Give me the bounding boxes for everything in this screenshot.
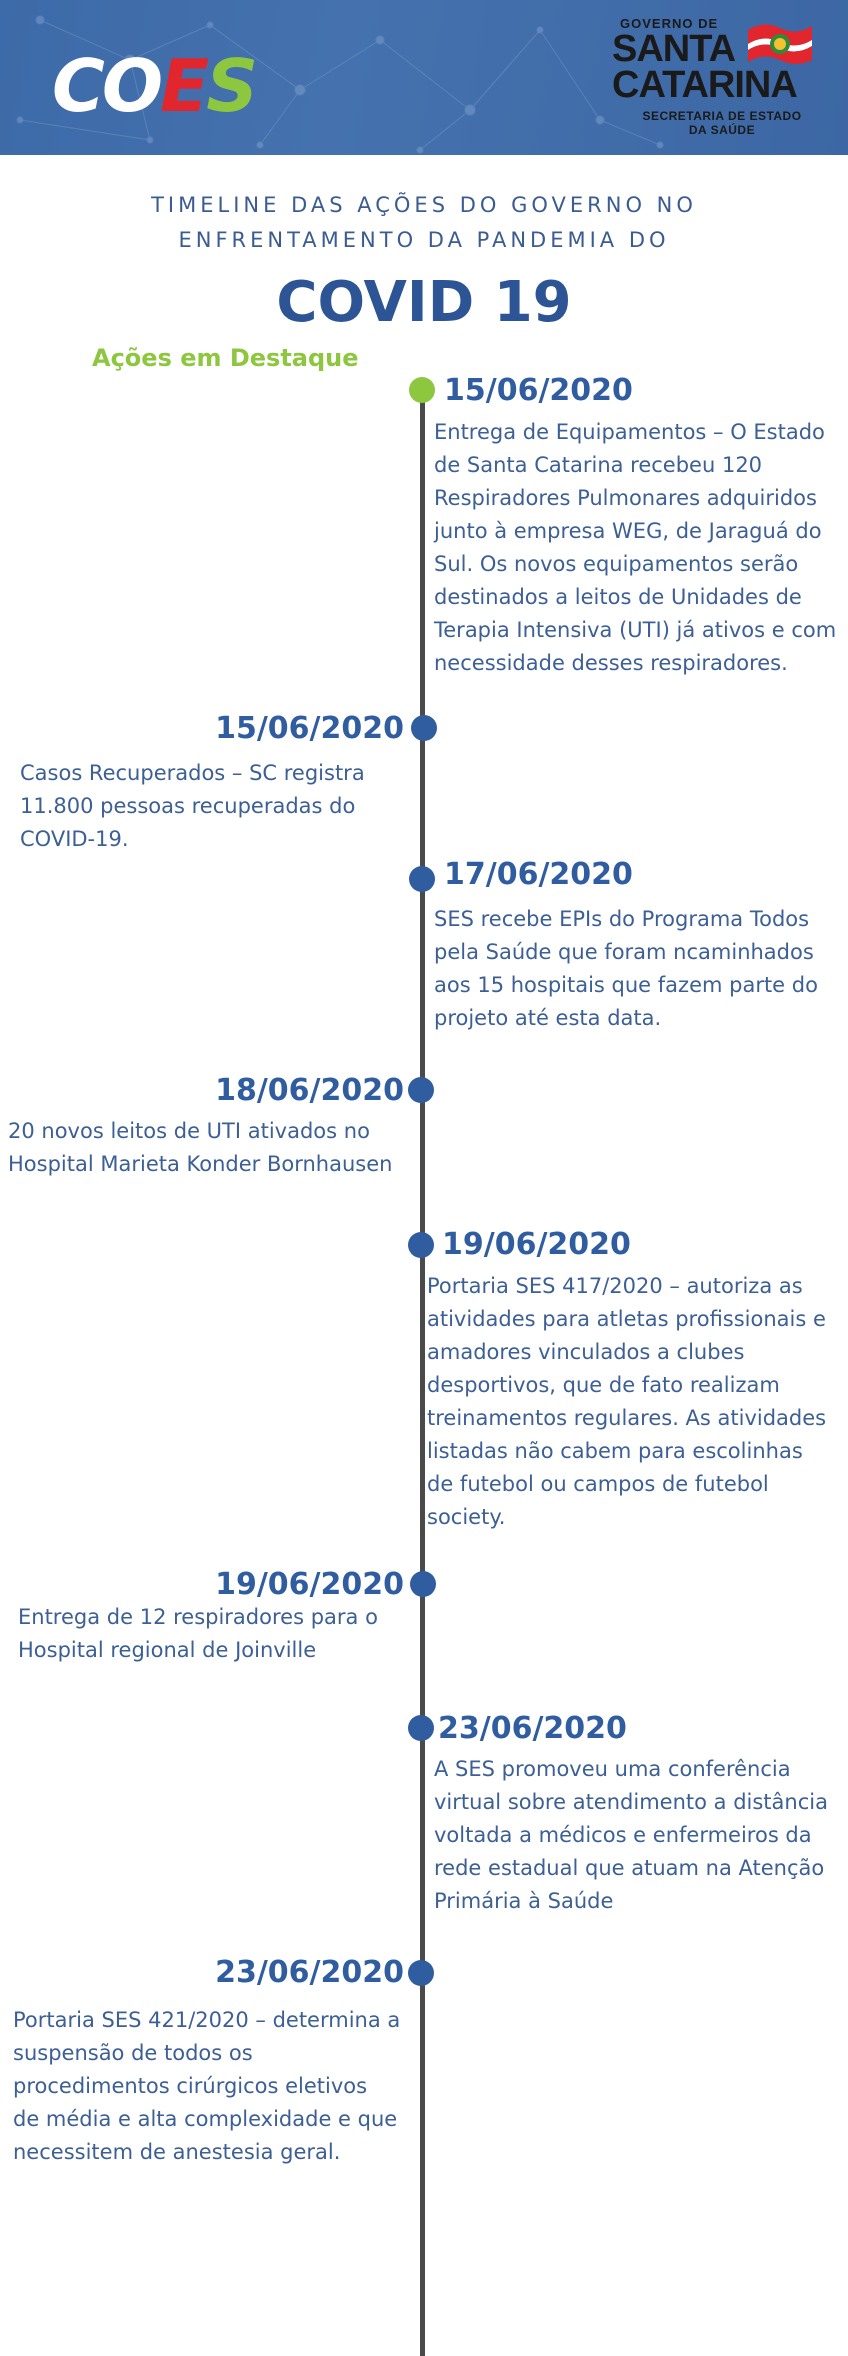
timeline-dot — [409, 377, 435, 403]
event-text-line: Entrega de 12 respiradores para o — [18, 1605, 378, 1629]
page-title: COVID 19 — [276, 270, 572, 335]
logo-part-s: S — [206, 44, 256, 128]
event-text-line: destinados a leitos de Unidades de — [434, 585, 802, 609]
event-description — [427, 1270, 826, 1534]
event-text-line: desportivos, que de fato realizam — [427, 1373, 780, 1397]
event-description — [434, 903, 818, 1035]
event-date: 19/06/2020 — [215, 1567, 404, 1602]
timeline-line — [420, 390, 425, 2356]
gov-line-1: GOVERNO DE — [620, 16, 719, 31]
timeline-dot — [408, 1077, 434, 1103]
gov-line-4: SECRETARIA DE ESTADO — [642, 109, 802, 123]
event-text-line: projeto até esta data. — [434, 1006, 662, 1030]
timeline-dot — [408, 1960, 434, 1986]
event-text-line: Respiradores Pulmonares adquiridos — [434, 486, 817, 510]
gov-line-3: CATARINA — [612, 64, 797, 106]
event-text-line: treinamentos regulares. As atividades — [427, 1406, 827, 1430]
event-text-line: Entrega de Equipamentos – O Estado — [434, 420, 825, 444]
title-line-1: TIMELINE DAS AÇÕES DO GOVERNO NO — [151, 193, 697, 217]
event-description — [8, 1115, 392, 1181]
state-flag-icon — [744, 20, 816, 64]
event-date: 17/06/2020 — [444, 857, 633, 892]
event-description — [434, 1753, 828, 1918]
event-text-line: society. — [427, 1505, 506, 1529]
event-text-line: SES recebe EPIs do Programa Todos — [434, 907, 810, 931]
header-banner — [0, 0, 848, 155]
event-text-line: amadores vinculados a clubes — [427, 1340, 745, 1364]
event-date: 19/06/2020 — [442, 1227, 631, 1262]
event-text-line: de média e alta complexidade e que — [13, 2107, 398, 2131]
logo-part-co: CO — [52, 44, 161, 128]
event-text-line: 20 novos leitos de UTI ativados no — [8, 1119, 370, 1143]
event-text-line: Sul. Os novos equipamentos serão — [434, 552, 799, 576]
event-date: 15/06/2020 — [444, 373, 633, 408]
event-text-line: junto à empresa WEG, de Jaraguá do — [434, 519, 822, 543]
event-text-line: procedimentos cirúrgicos eletivos — [13, 2074, 368, 2098]
event-text-line: voltada a médicos e enfermeiros da — [434, 1823, 812, 1847]
event-text-line: necessitem de anestesia geral. — [13, 2140, 341, 2164]
event-description — [20, 757, 365, 856]
event-text-line: aos 15 hospitais que fazem parte do — [434, 973, 818, 997]
event-text-line: A SES promoveu uma conferência — [434, 1757, 791, 1781]
event-text-line: Primária à Saúde — [434, 1889, 614, 1913]
event-text-line: de futebol ou campos de futebol — [427, 1472, 769, 1496]
event-date: 18/06/2020 — [215, 1073, 404, 1108]
event-text-line: Casos Recuperados – SC registra — [20, 761, 365, 785]
event-text-line: COVID-19. — [20, 827, 129, 851]
event-text-line: suspensão de todos os — [13, 2041, 253, 2065]
event-text-line: atividades para atletas profissionais e — [427, 1307, 826, 1331]
event-text-line: Portaria SES 417/2020 – autoriza as — [427, 1274, 803, 1298]
event-date: 23/06/2020 — [215, 1955, 404, 1990]
section-subheading: Ações em Destaque — [92, 344, 359, 372]
event-description — [18, 1601, 378, 1667]
event-text-line: rede estadual que atuam na Atenção — [434, 1856, 825, 1880]
logo-part-e: E — [160, 44, 207, 128]
event-text-line: pela Saúde que foram ncaminhados — [434, 940, 814, 964]
event-text-line: virtual sobre atendimento a distância — [434, 1790, 828, 1814]
event-text-line: Portaria SES 421/2020 – determina a — [13, 2008, 401, 2032]
event-text-line: Hospital regional de Joinville — [18, 1638, 317, 1662]
event-date: 23/06/2020 — [438, 1711, 627, 1746]
event-text-line: necessidade desses respiradores. — [434, 651, 788, 675]
gov-line-2: SANTA — [612, 28, 736, 70]
timeline-dot — [411, 715, 437, 741]
timeline-dot — [408, 1715, 434, 1741]
gov-line-5: DA SAÚDE — [688, 123, 756, 137]
coes-logo — [52, 46, 255, 126]
event-text-line: listadas não cabem para escolinhas — [427, 1439, 803, 1463]
timeline-dot — [409, 866, 435, 892]
title-line-2: ENFRENTAMENTO DA PANDEMIA DO — [178, 228, 670, 252]
event-text-line: 11.800 pessoas recuperadas do — [20, 794, 356, 818]
timeline-dot — [410, 1571, 436, 1597]
event-description — [434, 416, 836, 680]
event-date: 15/06/2020 — [215, 711, 404, 746]
event-text-line: Hospital Marieta Konder Bornhausen — [8, 1152, 393, 1176]
event-text-line: Terapia Intensiva (UTI) já ativos e com — [434, 618, 837, 642]
timeline-dot — [408, 1232, 434, 1258]
event-text-line: de Santa Catarina recebeu 120 — [434, 453, 763, 477]
event-description — [13, 2004, 400, 2169]
